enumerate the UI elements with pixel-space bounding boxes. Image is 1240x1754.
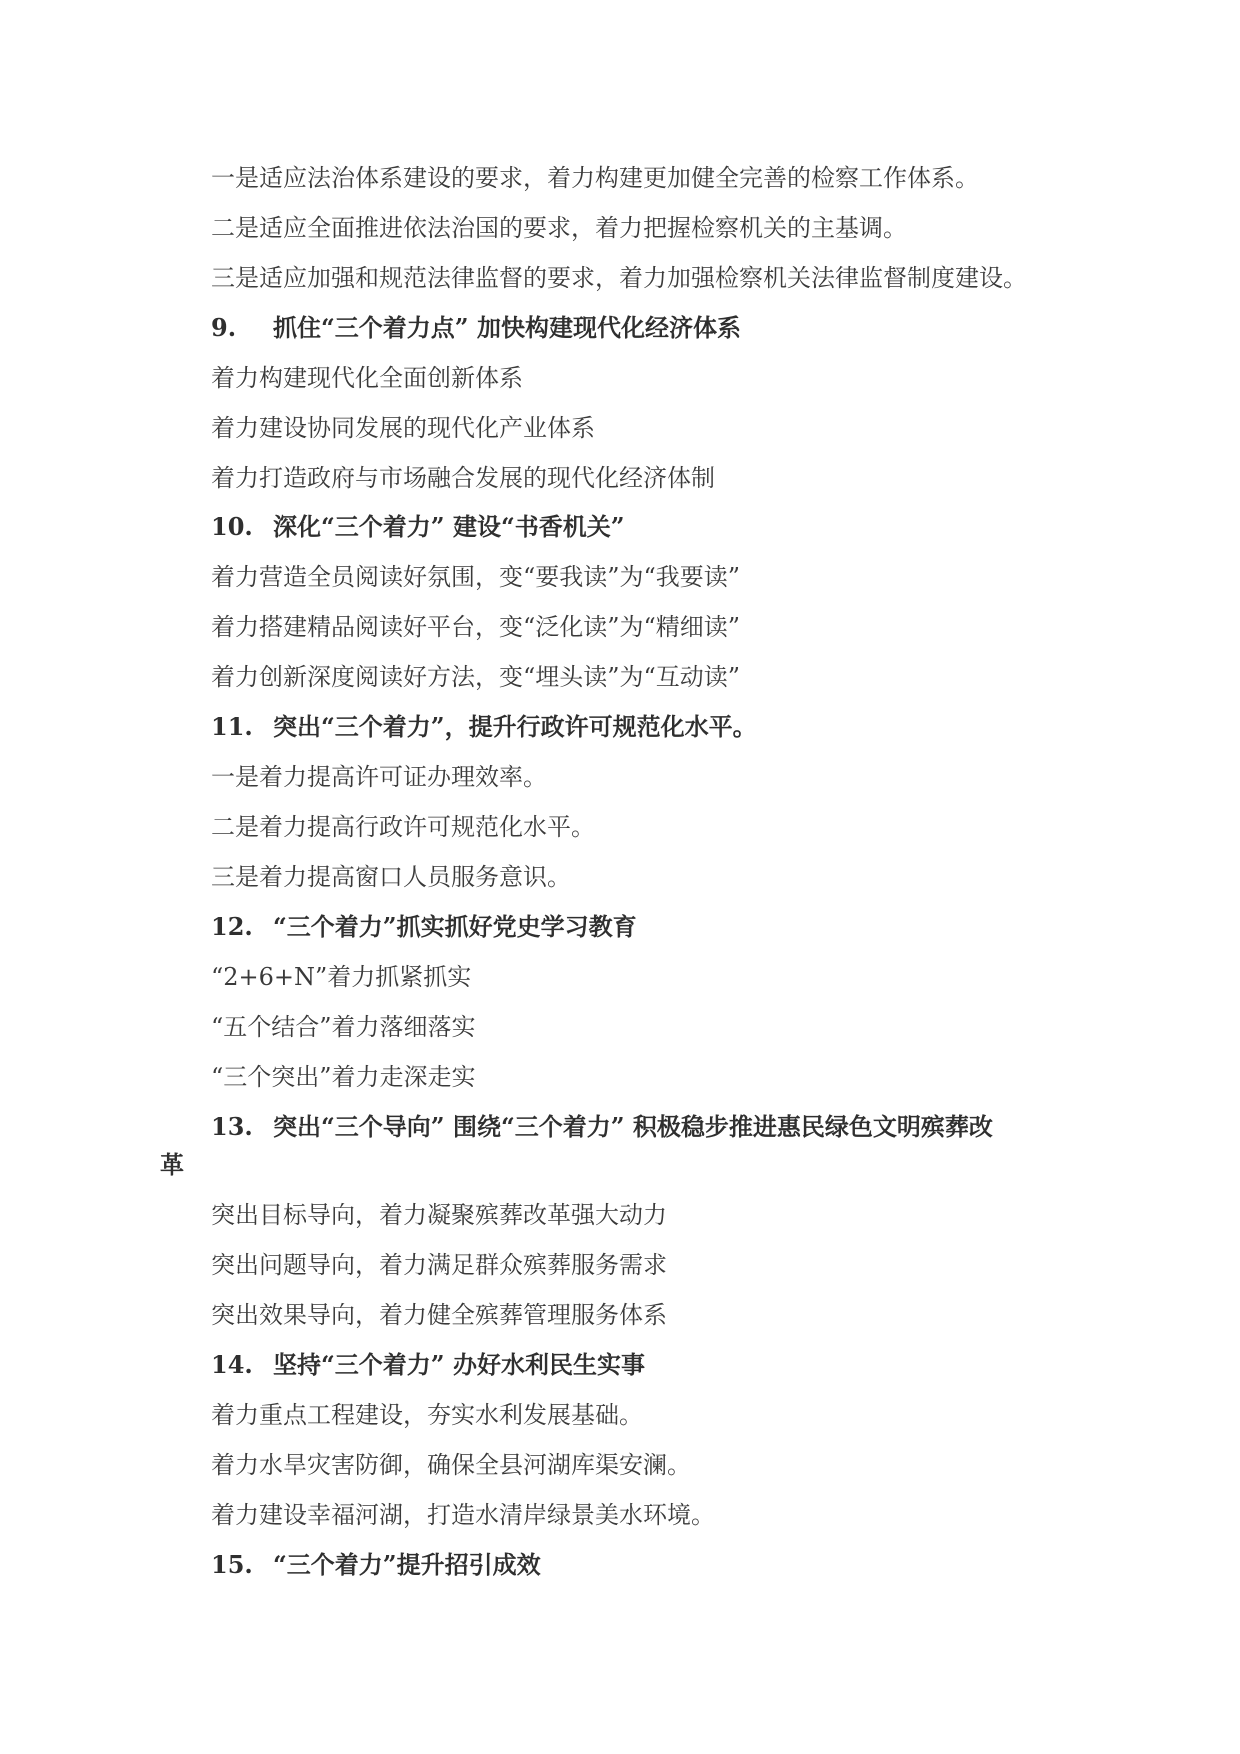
section-heading-12 <box>211 912 637 942</box>
list-item: 着力创新深度阅读好方法，变“埋头读”为“互动读” <box>211 663 741 691</box>
section-title-wrap: 革 <box>160 1150 184 1179</box>
section-heading-9 <box>211 313 741 343</box>
list-item: 三是适应加强和规范法律监督的要求，着力加强检察机关法律监督制度建设。 <box>211 264 1027 292</box>
list-item: 着力建设幸福河湖，打造水清岸绿景美水环境。 <box>211 1501 715 1529</box>
section-number: 15. <box>211 1550 253 1579</box>
section-number: 14. <box>211 1350 253 1379</box>
section-heading-11 <box>211 712 757 742</box>
section-number: 13. <box>211 1112 253 1141</box>
list-item: 着力建设协同发展的现代化产业体系 <box>211 414 595 442</box>
list-item: 二是着力提高行政许可规范化水平。 <box>211 813 595 841</box>
list-item: 突出问题导向，着力满足群众殡葬服务需求 <box>211 1251 667 1279</box>
list-item: “2+6+N”着力抓紧抓实 <box>211 963 472 991</box>
section-heading-13 <box>211 1112 993 1142</box>
section-number: 9. <box>211 313 237 342</box>
list-item: 一是适应法治体系建设的要求，着力构建更加健全完善的检察工作体系。 <box>211 164 979 192</box>
list-item: 突出目标导向，着力凝聚殡葬改革强大动力 <box>211 1201 667 1229</box>
section-heading-14 <box>211 1350 645 1380</box>
list-item: 一是着力提高许可证办理效率。 <box>211 763 547 791</box>
section-title: 突出“三个着力”，提升行政许可规范化水平。 <box>273 712 757 741</box>
list-item: “五个结合”着力落细落实 <box>211 1013 476 1041</box>
list-item: 着力打造政府与市场融合发展的现代化经济体制 <box>211 464 715 492</box>
section-number: 12. <box>211 912 253 941</box>
list-item: 着力构建现代化全面创新体系 <box>211 364 523 392</box>
list-item: 着力重点工程建设，夯实水利发展基础。 <box>211 1401 643 1429</box>
section-title: 突出“三个导向” 围绕“三个着力” 积极稳步推进惠民绿色文明殡葬改 <box>273 1112 993 1141</box>
list-item: 着力搭建精品阅读好平台，变“泛化读”为“精细读” <box>211 613 741 641</box>
list-item: 三是着力提高窗口人员服务意识。 <box>211 863 571 891</box>
list-item: 二是适应全面推进依法治国的要求，着力把握检察机关的主基调。 <box>211 214 907 242</box>
list-item: 着力水旱灾害防御，确保全县河湖库渠安澜。 <box>211 1451 691 1479</box>
section-title: 抓住“三个着力点” 加快构建现代化经济体系 <box>273 313 741 342</box>
section-title: 坚持“三个着力” 办好水利民生实事 <box>273 1350 645 1379</box>
section-heading-10 <box>211 512 625 542</box>
section-number: 11. <box>211 712 253 741</box>
list-item: “三个突出”着力走深走实 <box>211 1063 476 1091</box>
section-title: 深化“三个着力” 建设“书香机关” <box>273 512 625 541</box>
section-title: “三个着力”抓实抓好党史学习教育 <box>273 912 637 941</box>
section-title: “三个着力”提升招引成效 <box>273 1550 541 1579</box>
section-number: 10. <box>211 512 253 541</box>
list-item: 突出效果导向，着力健全殡葬管理服务体系 <box>211 1301 667 1329</box>
list-item: 着力营造全员阅读好氛围，变“要我读”为“我要读” <box>211 563 741 591</box>
section-heading-15 <box>211 1550 541 1580</box>
